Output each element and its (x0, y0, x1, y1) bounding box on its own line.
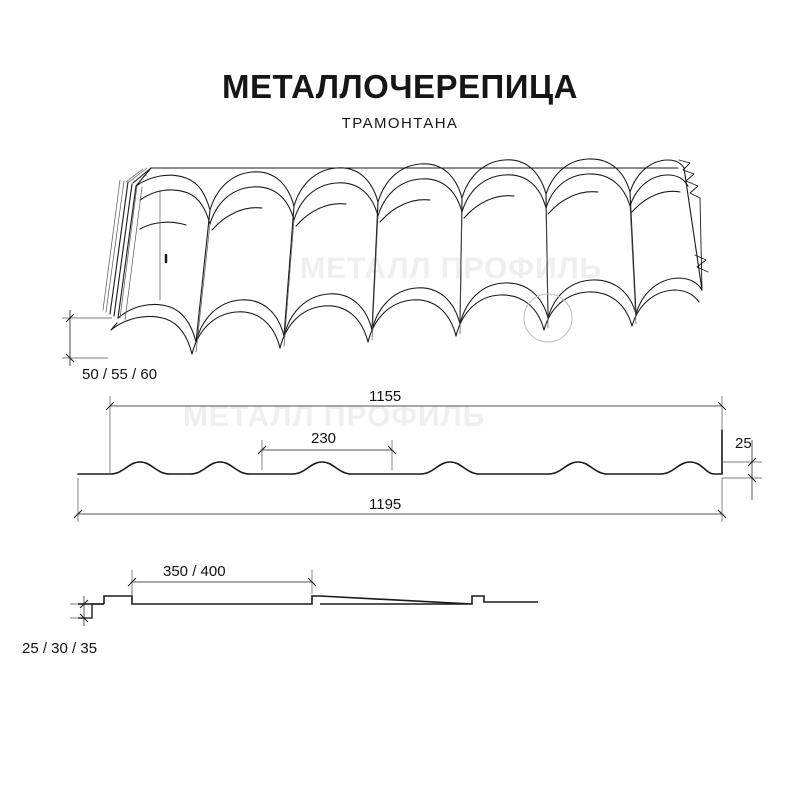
dim-wave-height: 25 (735, 435, 752, 452)
profile-dimensions (74, 396, 762, 522)
dim-wave-pitch: 230 (311, 430, 337, 447)
watermark-1: МЕТАЛЛ ПРОФИЛЬ (300, 252, 603, 285)
dim-useful-width: 1155 (369, 388, 402, 405)
watermark-2: МЕТАЛЛ ПРОФИЛЬ (183, 400, 486, 433)
page-subtitle: ТРАМОНТАНА (341, 115, 459, 132)
dim-total-width: 1195 (369, 496, 402, 513)
step-section-group (78, 590, 538, 618)
dim-height-profile: 50 / 55 / 60 (82, 366, 158, 383)
dim-step-height: 25 / 30 / 35 (22, 640, 98, 657)
profile-section-group (78, 430, 722, 474)
page-title: МЕТАЛЛОЧЕРЕПИЦА (222, 68, 578, 105)
iso-height-dimension (62, 310, 112, 366)
dim-step-length: 350 / 400 (163, 563, 226, 580)
iso-sheet-group (103, 159, 708, 354)
